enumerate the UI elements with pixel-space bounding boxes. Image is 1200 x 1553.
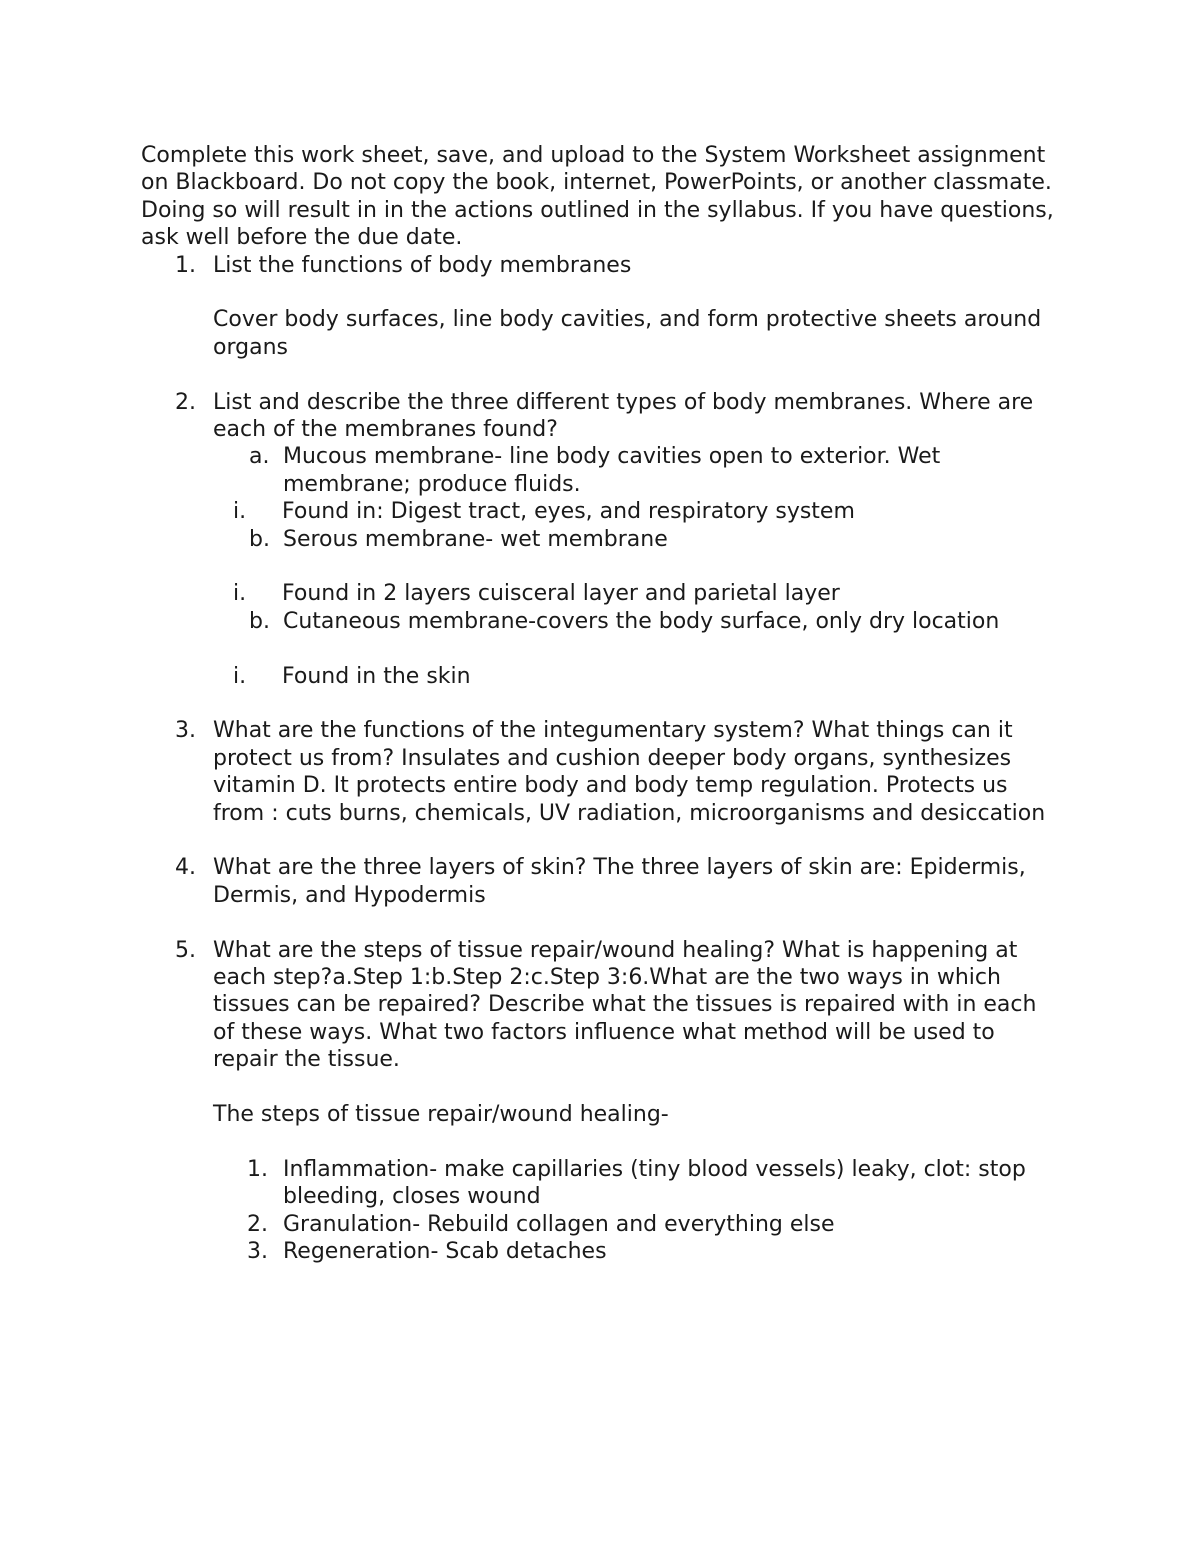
question-5-answer-heading: The steps of tissue repair/wound healing- — [213, 1102, 669, 1128]
healing-step-3 — [213, 1238, 1061, 1265]
healing-step-marker: 2. — [247, 1211, 268, 1237]
membrane-item-marker: b. — [249, 526, 270, 552]
healing-step-1 — [213, 1156, 1061, 1211]
question-2 — [141, 389, 1061, 690]
question-4-number: 4. — [175, 855, 196, 881]
instructions-paragraph: Complete this work sheet, save, and upload to the System Worksheet assignment on Blackboard. Do not copy the book, internet, PowerPoints, or another classmate. Doing so will result in in the actions outlined in the syllabus. If you have questions, ask well before the due date. — [141, 143, 1054, 251]
healing-step-2 — [213, 1211, 1061, 1238]
question-3 — [141, 717, 1061, 827]
worksheet-page — [141, 142, 1061, 1293]
membrane-location-mucous — [141, 498, 1061, 525]
membrane-location-text: Found in the skin — [282, 663, 471, 689]
healing-step-text: Granulation- Rebuild collagen and everything else — [283, 1211, 835, 1237]
healing-step-marker: 1. — [247, 1156, 268, 1182]
question-2-text: List and describe the three different types of body membranes. Where are each of the membranes found? — [213, 389, 1034, 443]
question-5 — [141, 937, 1061, 1266]
membrane-location-marker: i. — [233, 581, 247, 607]
membrane-item-text: Serous membrane- wet membrane — [283, 526, 668, 552]
question-5-number: 5. — [175, 937, 196, 963]
question-1-number: 1. — [175, 252, 196, 278]
membrane-location-text: Found in 2 layers cuisceral layer and parietal layer — [282, 581, 840, 607]
question-4-text: What are the three layers of skin? The three layers of skin are: Epidermis, Dermis, and Hypodermis — [213, 855, 1026, 908]
healing-step-text: Regeneration- Scab detaches — [283, 1239, 607, 1265]
question-3-text: What are the functions of the integumentary system? What things can it protect us from? Insulates and cushion deeper body organs, synthesizes vitamin D. It protects entire body and body temp regulation. Protects us from : cuts burns, chemicals, UV radiation, microorganisms and desiccation — [213, 718, 1046, 826]
question-1-text: List the functions of body membranes — [213, 252, 632, 278]
membrane-item-serous — [213, 526, 1061, 553]
membrane-item-marker: b. — [249, 608, 270, 634]
question-5-text: What are the steps of tissue repair/wound healing? What is happening at each step?a.Step 1:b.Step 2:c.Step 3:6.What are the two ways in which tissues can be repaired? Describe what the tissues is repaired with in each of these ways. What two factors influence what method will be used to repair the tissue. — [213, 937, 1037, 1073]
question-4 — [141, 854, 1061, 909]
membrane-item-text: Cutaneous membrane-covers the body surface, only dry location — [283, 608, 1000, 634]
membrane-item-marker: a. — [249, 444, 270, 470]
membrane-location-serous — [141, 580, 1061, 607]
membrane-location-marker: i. — [233, 663, 247, 689]
membrane-item-cutaneous — [213, 608, 1061, 635]
question-1 — [141, 252, 1061, 362]
question-1-answer: Cover body surfaces, line body cavities, and form protective sheets around organs — [213, 307, 1042, 360]
membrane-item-text: Mucous membrane- line body cavities open to exterior. Wet membrane; produce fluids. — [283, 444, 941, 497]
membrane-location-marker: i. — [233, 499, 247, 525]
healing-step-marker: 3. — [247, 1239, 268, 1265]
membrane-item-mucous — [213, 443, 1061, 498]
membrane-location-cutaneous — [141, 663, 1061, 690]
membrane-location-text: Found in: Digest tract, eyes, and respiratory system — [282, 499, 855, 525]
healing-step-text: Inflammation- make capillaries (tiny blood vessels) leaky, clot: stop bleeding, closes wound — [283, 1156, 1026, 1210]
question-3-number: 3. — [175, 718, 196, 744]
question-2-number: 2. — [175, 389, 196, 415]
